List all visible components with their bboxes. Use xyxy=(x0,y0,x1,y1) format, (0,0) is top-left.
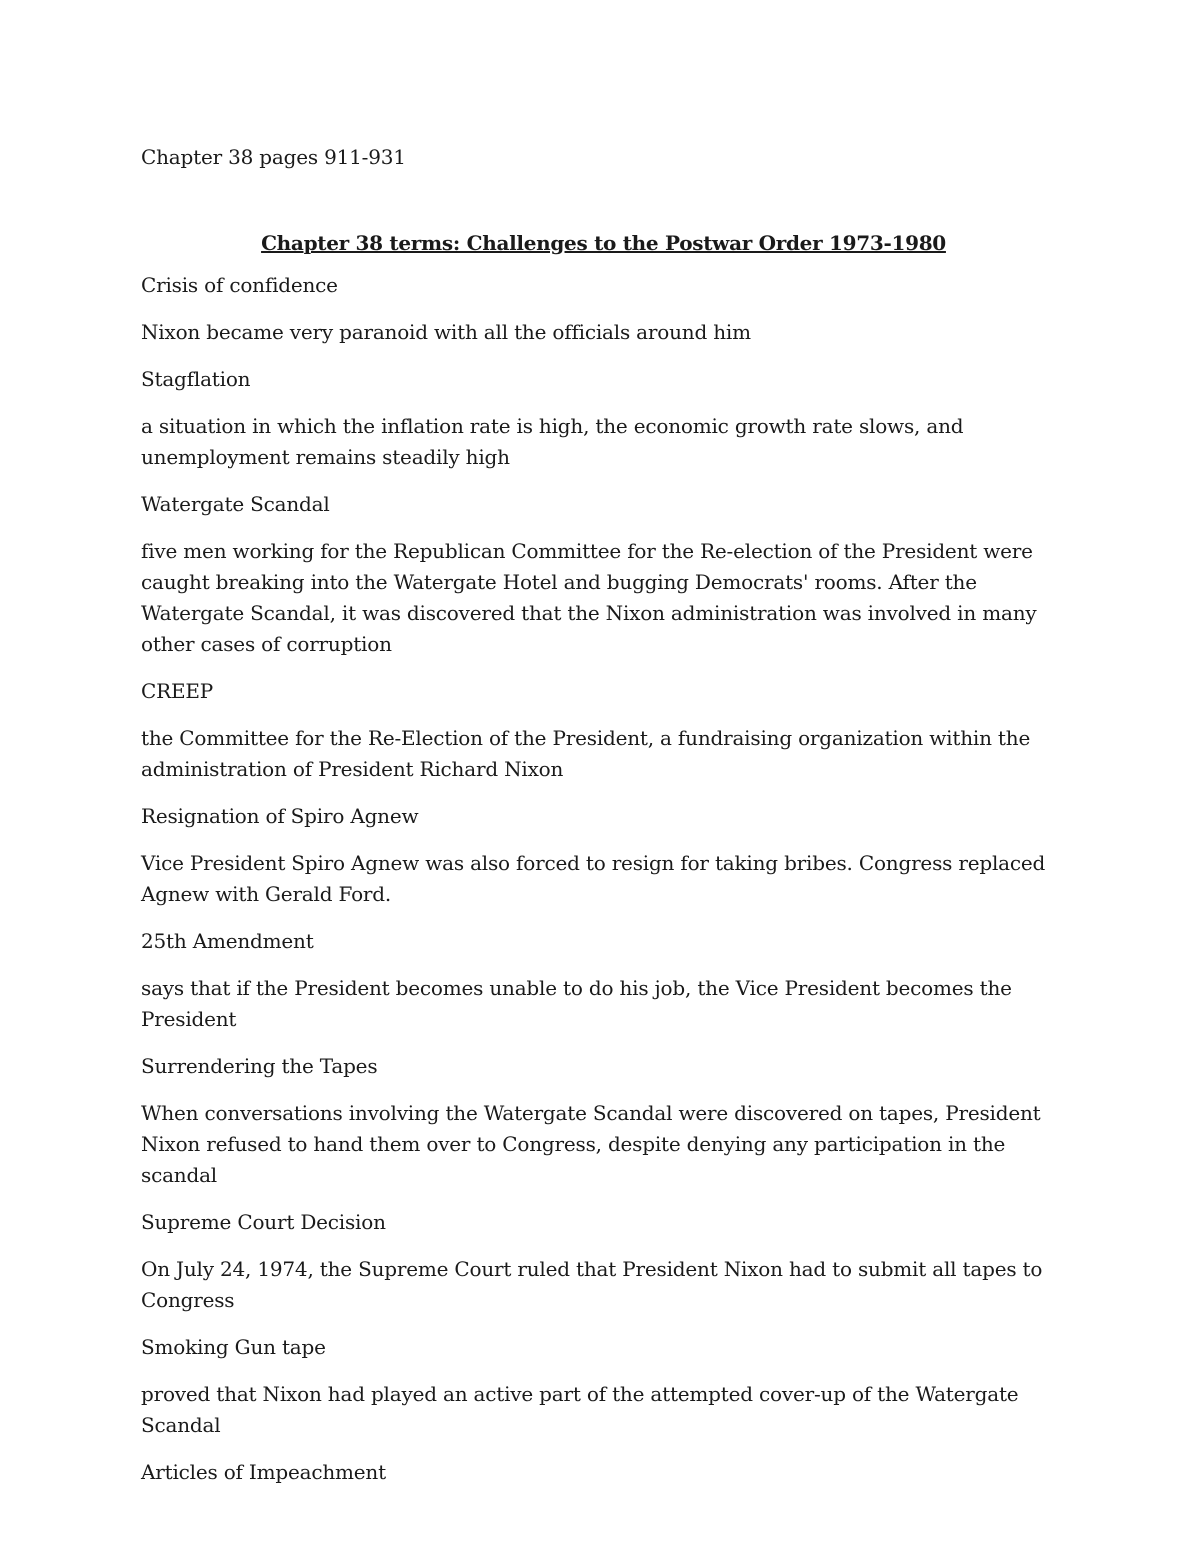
definition-crisis-of-confidence: Nixon became very paranoid with all the officials around him xyxy=(141,320,751,344)
term-watergate-scandal: Watergate Scandal xyxy=(141,492,330,516)
term-creep: CREEP xyxy=(141,679,214,703)
definition-watergate-scandal: five men working for the Republican Committee for the Re-election of the President were caught breaking into the Watergate Hotel and bugging Democrats' rooms. After the Watergate Scandal, it was discovered that the Nixon administration was involved in many other cases of corruption xyxy=(141,539,1037,656)
document-page xyxy=(141,142,1066,1504)
term-articles-of-impeachment: Articles of Impeachment xyxy=(141,1460,386,1484)
term-supreme-court-decision: Supreme Court Decision xyxy=(141,1210,386,1234)
definition-surrendering-the-tapes: When conversations involving the Watergate Scandal were discovered on tapes, President Nixon refused to hand them over to Congress, despite denying any participation in the scandal xyxy=(141,1101,1041,1187)
definition-smoking-gun-tape: proved that Nixon had played an active part of the attempted cover-up of the Watergate Scandal xyxy=(141,1382,1019,1437)
definition-creep: the Committee for the Re-Election of the President, a fundraising organization within the administration of President Richard Nixon xyxy=(141,726,1031,781)
term-surrendering-the-tapes: Surrendering the Tapes xyxy=(141,1054,378,1078)
definition-supreme-court-decision: On July 24, 1974, the Supreme Court ruled that President Nixon had to submit all tapes to Congress xyxy=(141,1257,1043,1312)
term-25th-amendment: 25th Amendment xyxy=(141,929,314,953)
definition-stagflation: a situation in which the inflation rate is high, the economic growth rate slows, and unemployment remains steadily high xyxy=(141,414,964,469)
definition-25th-amendment: says that if the President becomes unable to do his job, the Vice President becomes the President xyxy=(141,976,1012,1031)
term-crisis-of-confidence: Crisis of confidence xyxy=(141,273,338,297)
term-smoking-gun-tape: Smoking Gun tape xyxy=(141,1335,326,1359)
term-list xyxy=(141,270,1066,1488)
definition-resignation-of-spiro-agnew: Vice President Spiro Agnew was also forced to resign for taking bribes. Congress replaced Agnew with Gerald Ford. xyxy=(141,851,1046,906)
document-title: Chapter 38 terms: Challenges to the Postwar Order 1973-1980 xyxy=(261,231,946,255)
term-stagflation: Stagflation xyxy=(141,367,251,391)
term-resignation-of-spiro-agnew: Resignation of Spiro Agnew xyxy=(141,804,419,828)
chapter-reference: Chapter 38 pages 911-931 xyxy=(141,145,406,169)
